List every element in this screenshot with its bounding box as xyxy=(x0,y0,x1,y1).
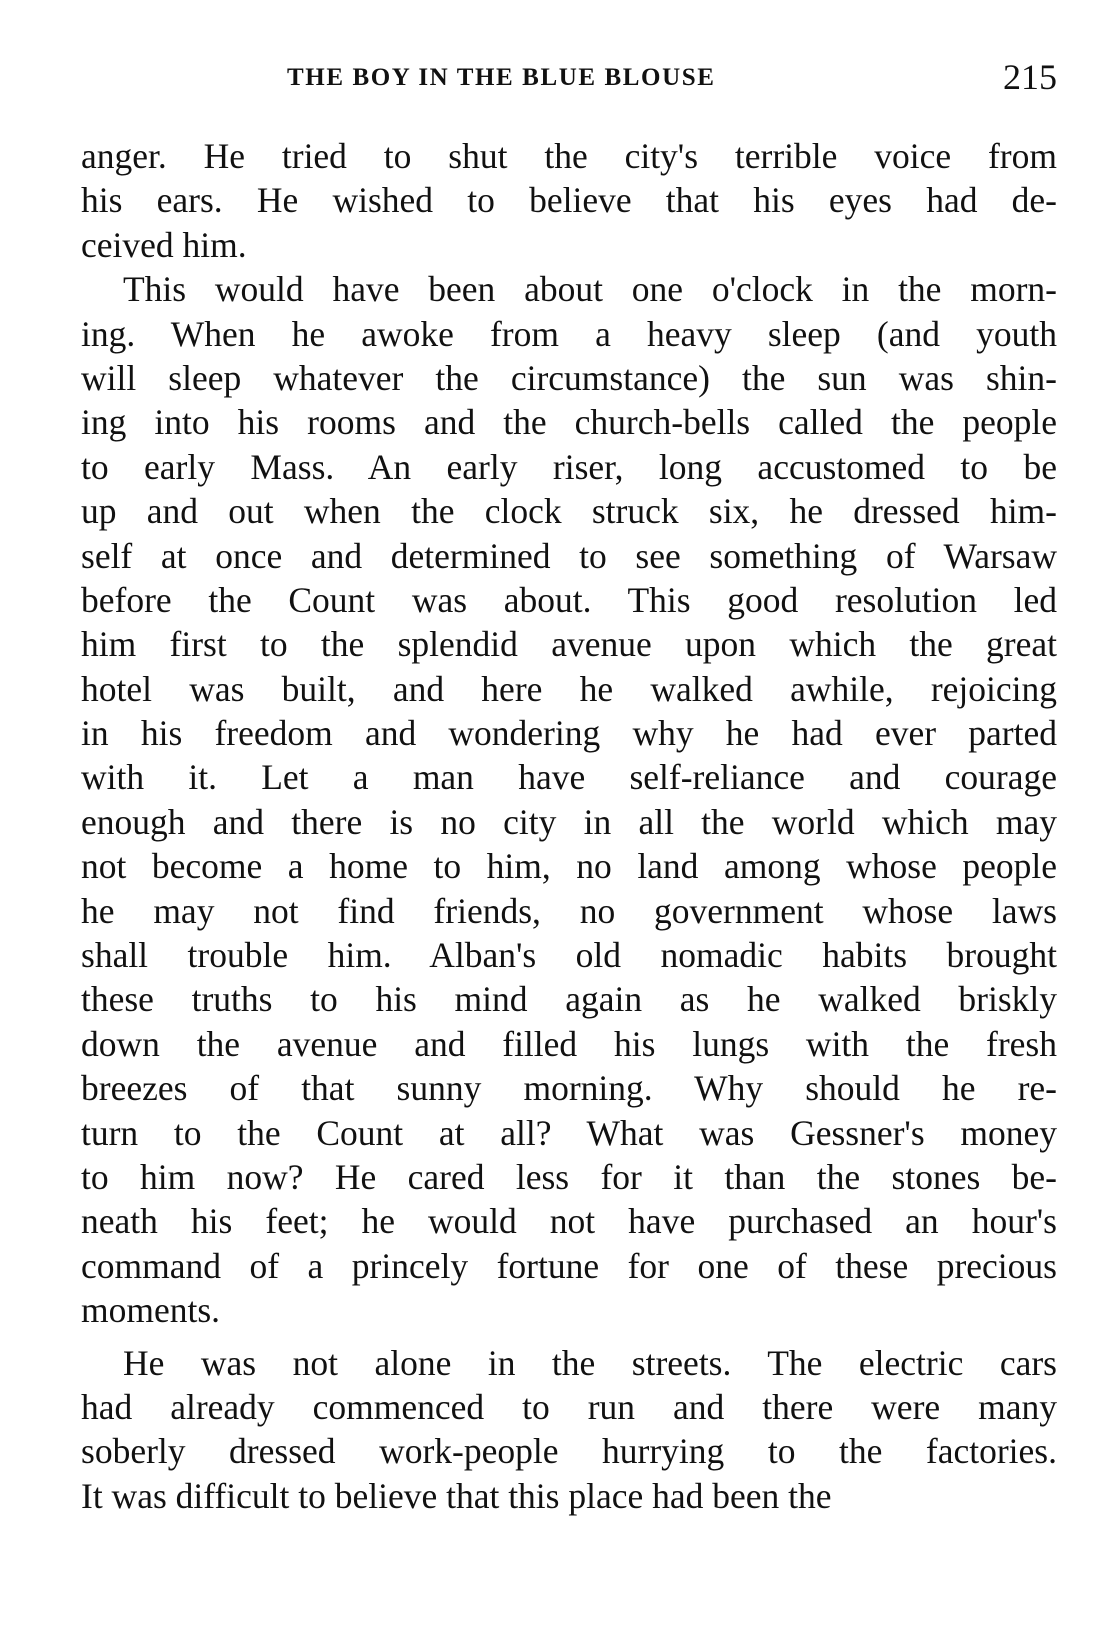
running-head xyxy=(82,56,1057,100)
text-line: enough and there is no city in all the world which may xyxy=(81,801,1057,842)
page-number: 215 xyxy=(1003,57,1057,97)
paragraph-gap xyxy=(81,1333,1057,1341)
text-line: up and out when the clock struck six, he dressed him- xyxy=(81,491,1057,532)
text-line: ing. When he awoke from a heavy sleep (and youth xyxy=(81,313,1057,354)
text-line: ing into his rooms and the church-bells called the people xyxy=(81,402,1057,443)
text-line: these truths to his mind again as he walked briskly xyxy=(81,979,1057,1020)
text-line: This would have been about one o'clock in the morn- xyxy=(123,269,1057,310)
text-line: not become a home to him, no land among whose people xyxy=(81,846,1057,887)
text-line: to early Mass. An early riser, long accustomed to be xyxy=(81,446,1057,487)
text-line: down the avenue and filled his lungs with the fresh xyxy=(81,1023,1057,1064)
text-line: anger. He tried to shut the city's terrible voice from xyxy=(81,136,1057,176)
text-line: had already commenced to run and there were many xyxy=(81,1386,1057,1427)
text-line: will sleep whatever the circumstance) the sun was shin- xyxy=(81,357,1057,398)
text-line: command of a princely fortune for one of these precious xyxy=(81,1245,1057,1286)
text-line: soberly dressed work-people hurrying to the factories. xyxy=(81,1431,1057,1472)
text-line: It was difficult to believe that this place had been the xyxy=(81,1475,832,1516)
text-line: neath his feet; he would not have purchased an hour's xyxy=(81,1201,1057,1242)
text-line: turn to the Count at all? What was Gessner's money xyxy=(81,1112,1057,1153)
text-line: him first to the splendid avenue upon which the great xyxy=(81,624,1057,665)
text-line: hotel was built, and here he walked awhile, rejoicing xyxy=(81,668,1057,709)
text-line: moments. xyxy=(81,1290,221,1331)
text-line: before the Count was about. This good resolution led xyxy=(81,579,1057,620)
text-line: shall trouble him. Alban's old nomadic habits brought xyxy=(81,935,1057,976)
paragraph xyxy=(81,1341,1057,1519)
text-line: He was not alone in the streets. The electric cars xyxy=(123,1342,1057,1383)
text-line: ceived him. xyxy=(81,224,247,265)
paragraph xyxy=(81,267,1057,1332)
body-text xyxy=(81,134,1057,1518)
running-title: THE BOY IN THE BLUE BLOUSE xyxy=(287,64,716,91)
text-line: to him now? He cared less for it than the stones be- xyxy=(81,1156,1057,1197)
paragraph xyxy=(81,134,1057,267)
text-line: he may not find friends, no government whose laws xyxy=(81,890,1057,931)
text-line: with it. Let a man have self-reliance and courage xyxy=(81,757,1057,798)
text-line: self at once and determined to see something of Warsaw xyxy=(81,535,1057,576)
text-line: in his freedom and wondering why he had ever parted xyxy=(81,713,1057,754)
text-line: his ears. He wished to believe that his eyes had de- xyxy=(81,180,1057,221)
text-line: breezes of that sunny morning. Why should he re- xyxy=(81,1068,1057,1109)
